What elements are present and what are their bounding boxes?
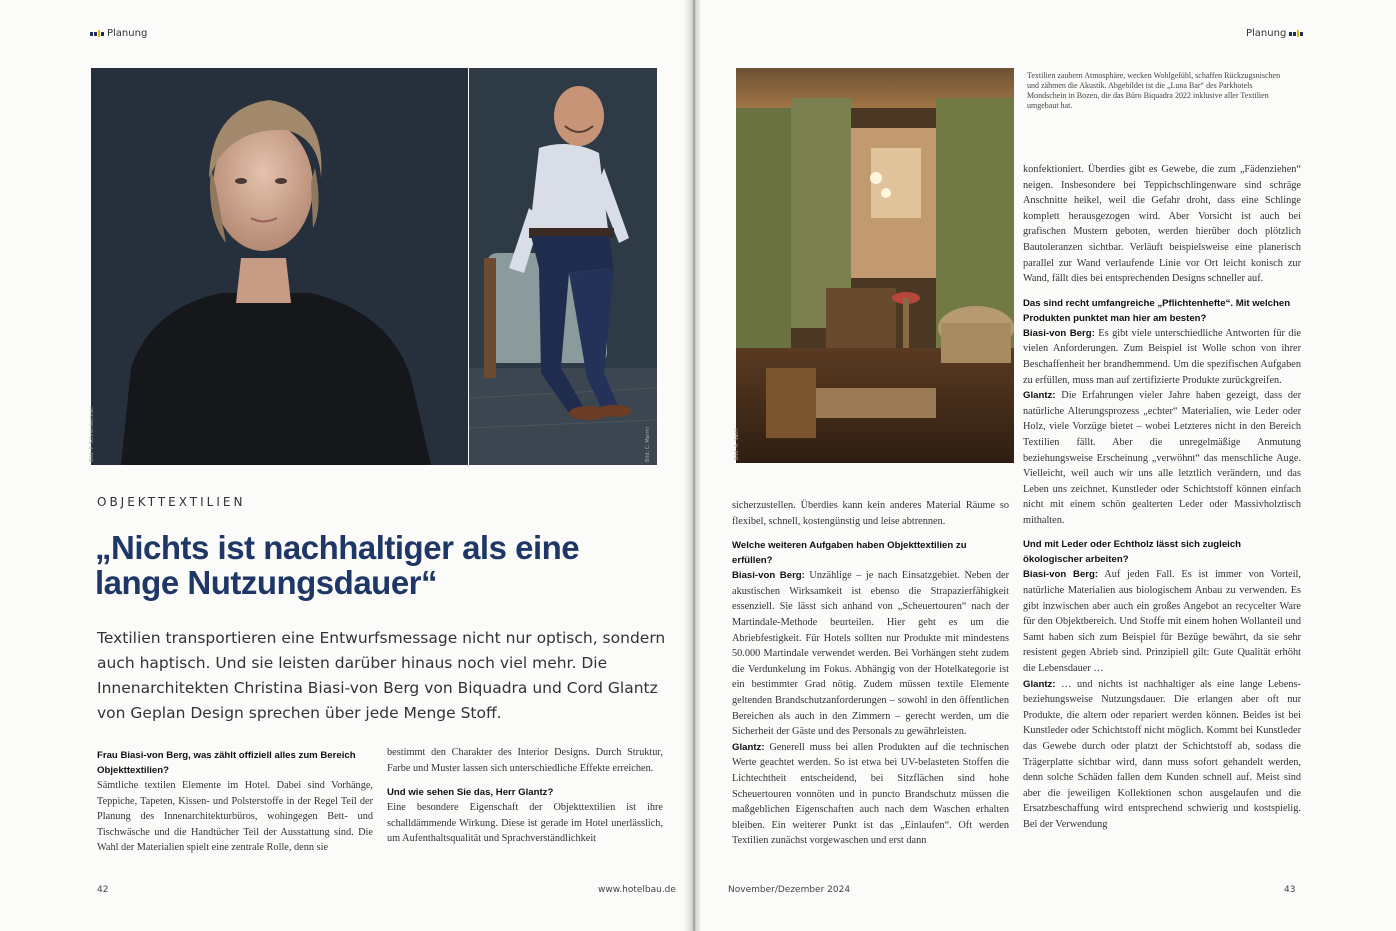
portrait-photo-glantz <box>469 68 657 465</box>
speaker-name: Biasi-von Berg: <box>1023 327 1095 339</box>
paragraph: bestimmt den Charakter des Interior Designs. Durch Struktur, Farbe und Muster lassen sich unterschiedliche Effekte erreichen. <box>387 747 663 774</box>
website-url: www.hotelbau.de <box>598 885 676 895</box>
section-label: Planung <box>107 28 148 39</box>
portrait-photo-biasi-von-berg <box>91 68 468 465</box>
luna-bar-interior-photo <box>736 68 1014 463</box>
interview-answer: Glantz: Generell muss bei allen Produkten auf die technischen Werte geachtet werden. So ist etwa bei UV-belasteten Stoffen die Lichtechtheit entscheidend, bei Sitzflächen sind hohe Scheuertouren vonnöten und in puncto Brandschutz müssen die maßgeblichen Eigenschaften auch nach dem Waschen erhalten bleiben. Ein weiterer Punkt ist das „Einlaufen“. Oft werden Textilien zunächst vorgewaschen und erst dann <box>732 741 1009 847</box>
speaker-name: Biasi-von Berg: <box>1023 569 1099 581</box>
section-label: Planung <box>1246 28 1287 39</box>
interview-question: Frau Biasi-von Berg, was zählt offiziell alles zum Bereich Objekttextilien? <box>97 750 356 776</box>
photo-credit: Bild: C. Marmi <box>645 427 651 462</box>
interview-answer: Sämtliche textilen Elemente im Hotel. Dabei sind Vorhänge, Teppiche, Tapeten, Kissen- und Polsterstoffe in der Regel Teil der Planung des Innenarchitekturbüros, wohingegen Bett- und Tischwäsche und die Handtücher Teil der Ausstattung sind. Die Wahl der Materialien spielt eine zentrale Rolle, denn sie <box>97 780 373 854</box>
text-column-4 <box>1023 162 1301 833</box>
interview-answer: Biasi-von Berg: Unzählige – je nach Einsatzgebiet. Neben der akustischen Wirksamkeit ist ebenso die Strapazierfähigkeit essenziell. Sie lässt sich anhand von „Scheuertouren“ nach der Martindale-Methode beurteilen. Hier geht es um die Abriebfestigkeit. Für Hotels sollten nur Produkte mit mindestens 50.000 Martindale verwendet werden. Bei Vorhängen steht zudem die Verdunkelung im Fokus. Abhängig von der Hotelkategorie ist ein bestimmter Grad nötig. Zudem müssen textile Elemente geltenden Brandschutzanforderungen – sowohl in den öffentlichen Bereichen als auch in den Zimmern – gerecht werden, um die Sicherheit der Gäste und des Personals zu gewährleisten. <box>732 570 1009 738</box>
speaker-name: Glantz: <box>1023 678 1056 690</box>
section-marker-icon <box>1289 30 1303 37</box>
interview-answer: Glantz: Die Erfahrungen vieler Jahre haben gezeigt, dass der natürliche Alterungsprozess „echter“ Materialien, wie Leder oder Holz, viele Vorzüge bietet – wobei Letzteres nicht in den Bereich Textilien fällt. Aber die unregelmäßige Anmutung beziehungsweise Erscheinung „verwöhnt“ das menschliche Auge. Vielleicht, weil auch wir uns alle letztlich verändern, und das Leben uns zeichnet. Kunstleder oder Schichtstoff können einfach nicht mit einem schön gealterten Leder oder Massivholztisch mithalten. <box>1023 390 1301 526</box>
article-lead: Textilien transportieren eine Entwurfsmessage nicht nur optisch, sondern auch haptisch. Und sie leisten darüber hinaus noch viel mehr. Die Innenarchitekten Christina Biasi-von Berg von Biquadra und Cord Glantz von Geplan Design sprechen über jede Menge Stoff. <box>97 629 666 722</box>
speaker-name: Glantz: <box>732 741 765 753</box>
page-number: 43 <box>1284 885 1296 895</box>
interview-question: Welche weiteren Aufgaben haben Objekttextilien zu erfüllen? <box>732 540 967 567</box>
section-marker-icon <box>90 30 104 37</box>
interview-answer: Eine besondere Eigenschaft der Objekttextilien ist ihre schalldämmende Wirkung. Diese ist gerade im Hotel unerlässlich, um Aufenthaltsqualität und Sprachverständlichkeit <box>387 802 663 845</box>
interview-question: Und mit Leder oder Echtholz lässt sich zugleich ökologischer arbeiten? <box>1023 539 1242 566</box>
speaker-name: Glantz: <box>1023 390 1056 402</box>
interview-answer: Glantz: … und nichts ist nachhaltiger als eine lange Lebens- beziehungsweise Nutzungsdauer. Die erlangen aber oft nur Produkte, die altern oder repariert werden können. Beides ist bei Kunstleder oder Schichtstoff nicht möglich. Kommt bei Kunstleder das Gewebe durch oder platzt der Schichtstoff ab, sodass die Trägerplatte sichtbar wird, dann muss sofort gehandelt werden, denn solche Schäden fallen dem Kunden schnell auf. Meist sind aber die jeweiligen Kollektionen schon ausgelaufen und die Ersatzbeschaffung wird entsprechend schwierig und kostspielig. Bei der Verwendung <box>1023 678 1301 830</box>
interview-answer: Biasi-von Berg: Es gibt viele unterschiedliche Antworten für die vielen Anforderungen. Zum Beispiel ist Wolle schon von ihrer Beschaffenheit her brandhemmend. Um die spezifischen Aufgaben zu erfüllen, muss man auf zertifizierte Produkte zurückgreifen. <box>1023 327 1301 386</box>
speaker-name: Biasi-von Berg: <box>732 570 805 582</box>
interview-question: Das sind recht umfangreiche „Pflichtenhefte“. Mit welchen Produkten punktet man hier am besten? <box>1023 297 1291 324</box>
left-page <box>0 0 688 931</box>
interview-question: Und wie sehen Sie das, Herr Glantz? <box>387 787 554 799</box>
photo-credit: Bild: P. Schreinlechner <box>89 406 95 462</box>
kicker: OBJEKTTEXTILIEN <box>97 495 246 509</box>
photo-caption: Textilien zaubern Atmosphäre, wecken Wohlgefühl, schaffen Rückzugsnischen und zähmen die Akustik. Abgebildet ist die „Luna Bar“ des Parkhotels Mondschein in Bozen, die das Büro Biquadra 2022 inklusive aller Textilien umgebaut hat. <box>1027 71 1281 110</box>
paragraph: konfektioniert. Überdies gibt es Gewebe, die zum „Fädenziehen“ neigen. Insbesondere bei Teppichschlingenware sind schräge Anschnitte heikel, weil die Gefahr droht, dass eine Schlinge komplett herausgezogen wird. Aber Vorsicht ist auch bei grafischen Mustern geboten, werden hierüber doch plötzlich Bautoleranzen sichtbar. Verläuft beispielsweise eine planerisch parallel zur Wand verlaufende Linie vor Ort leicht konisch zur Wand, fällt dies bei entsprechenden Designs schneller auf. <box>1023 164 1301 285</box>
issue-date: November/Dezember 2024 <box>728 885 851 895</box>
right-page <box>700 0 1396 931</box>
interview-answer: Biasi-von Berg: Auf jeden Fall. Es ist immer von Vorteil, natürliche Materialien aus biologischem Anbau zu verwenden. Es gibt inzwischen aber auch ein großes Angebot an recycelter Ware für den Objektbereich. Und Stoffe mit einem hohen Wollanteil und Samt haben sich zum Beispiel für Bezüge bewährt, da sie sehr resistent gegen Abrieb sind. Prinzipiell gilt: Gute Qualität erhöht die Lebensdauer … <box>1023 569 1301 675</box>
text-column-2 <box>387 745 663 847</box>
page-number: 42 <box>97 885 109 895</box>
running-head-left <box>90 28 147 39</box>
text-column-1 <box>97 748 373 856</box>
paragraph: sicherzustellen. Überdies kann kein anderes Material Räume so flexibel, schnell, kostengünstig und leise abtrennen. <box>732 500 1009 527</box>
photo-credit: Bild: A. Santi <box>734 428 740 460</box>
running-head-right <box>1246 28 1303 39</box>
text-column-3 <box>732 498 1009 849</box>
article-headline: „Nichts ist nachhaltiger als eine lange Nutzungsdauer“ <box>95 529 580 601</box>
